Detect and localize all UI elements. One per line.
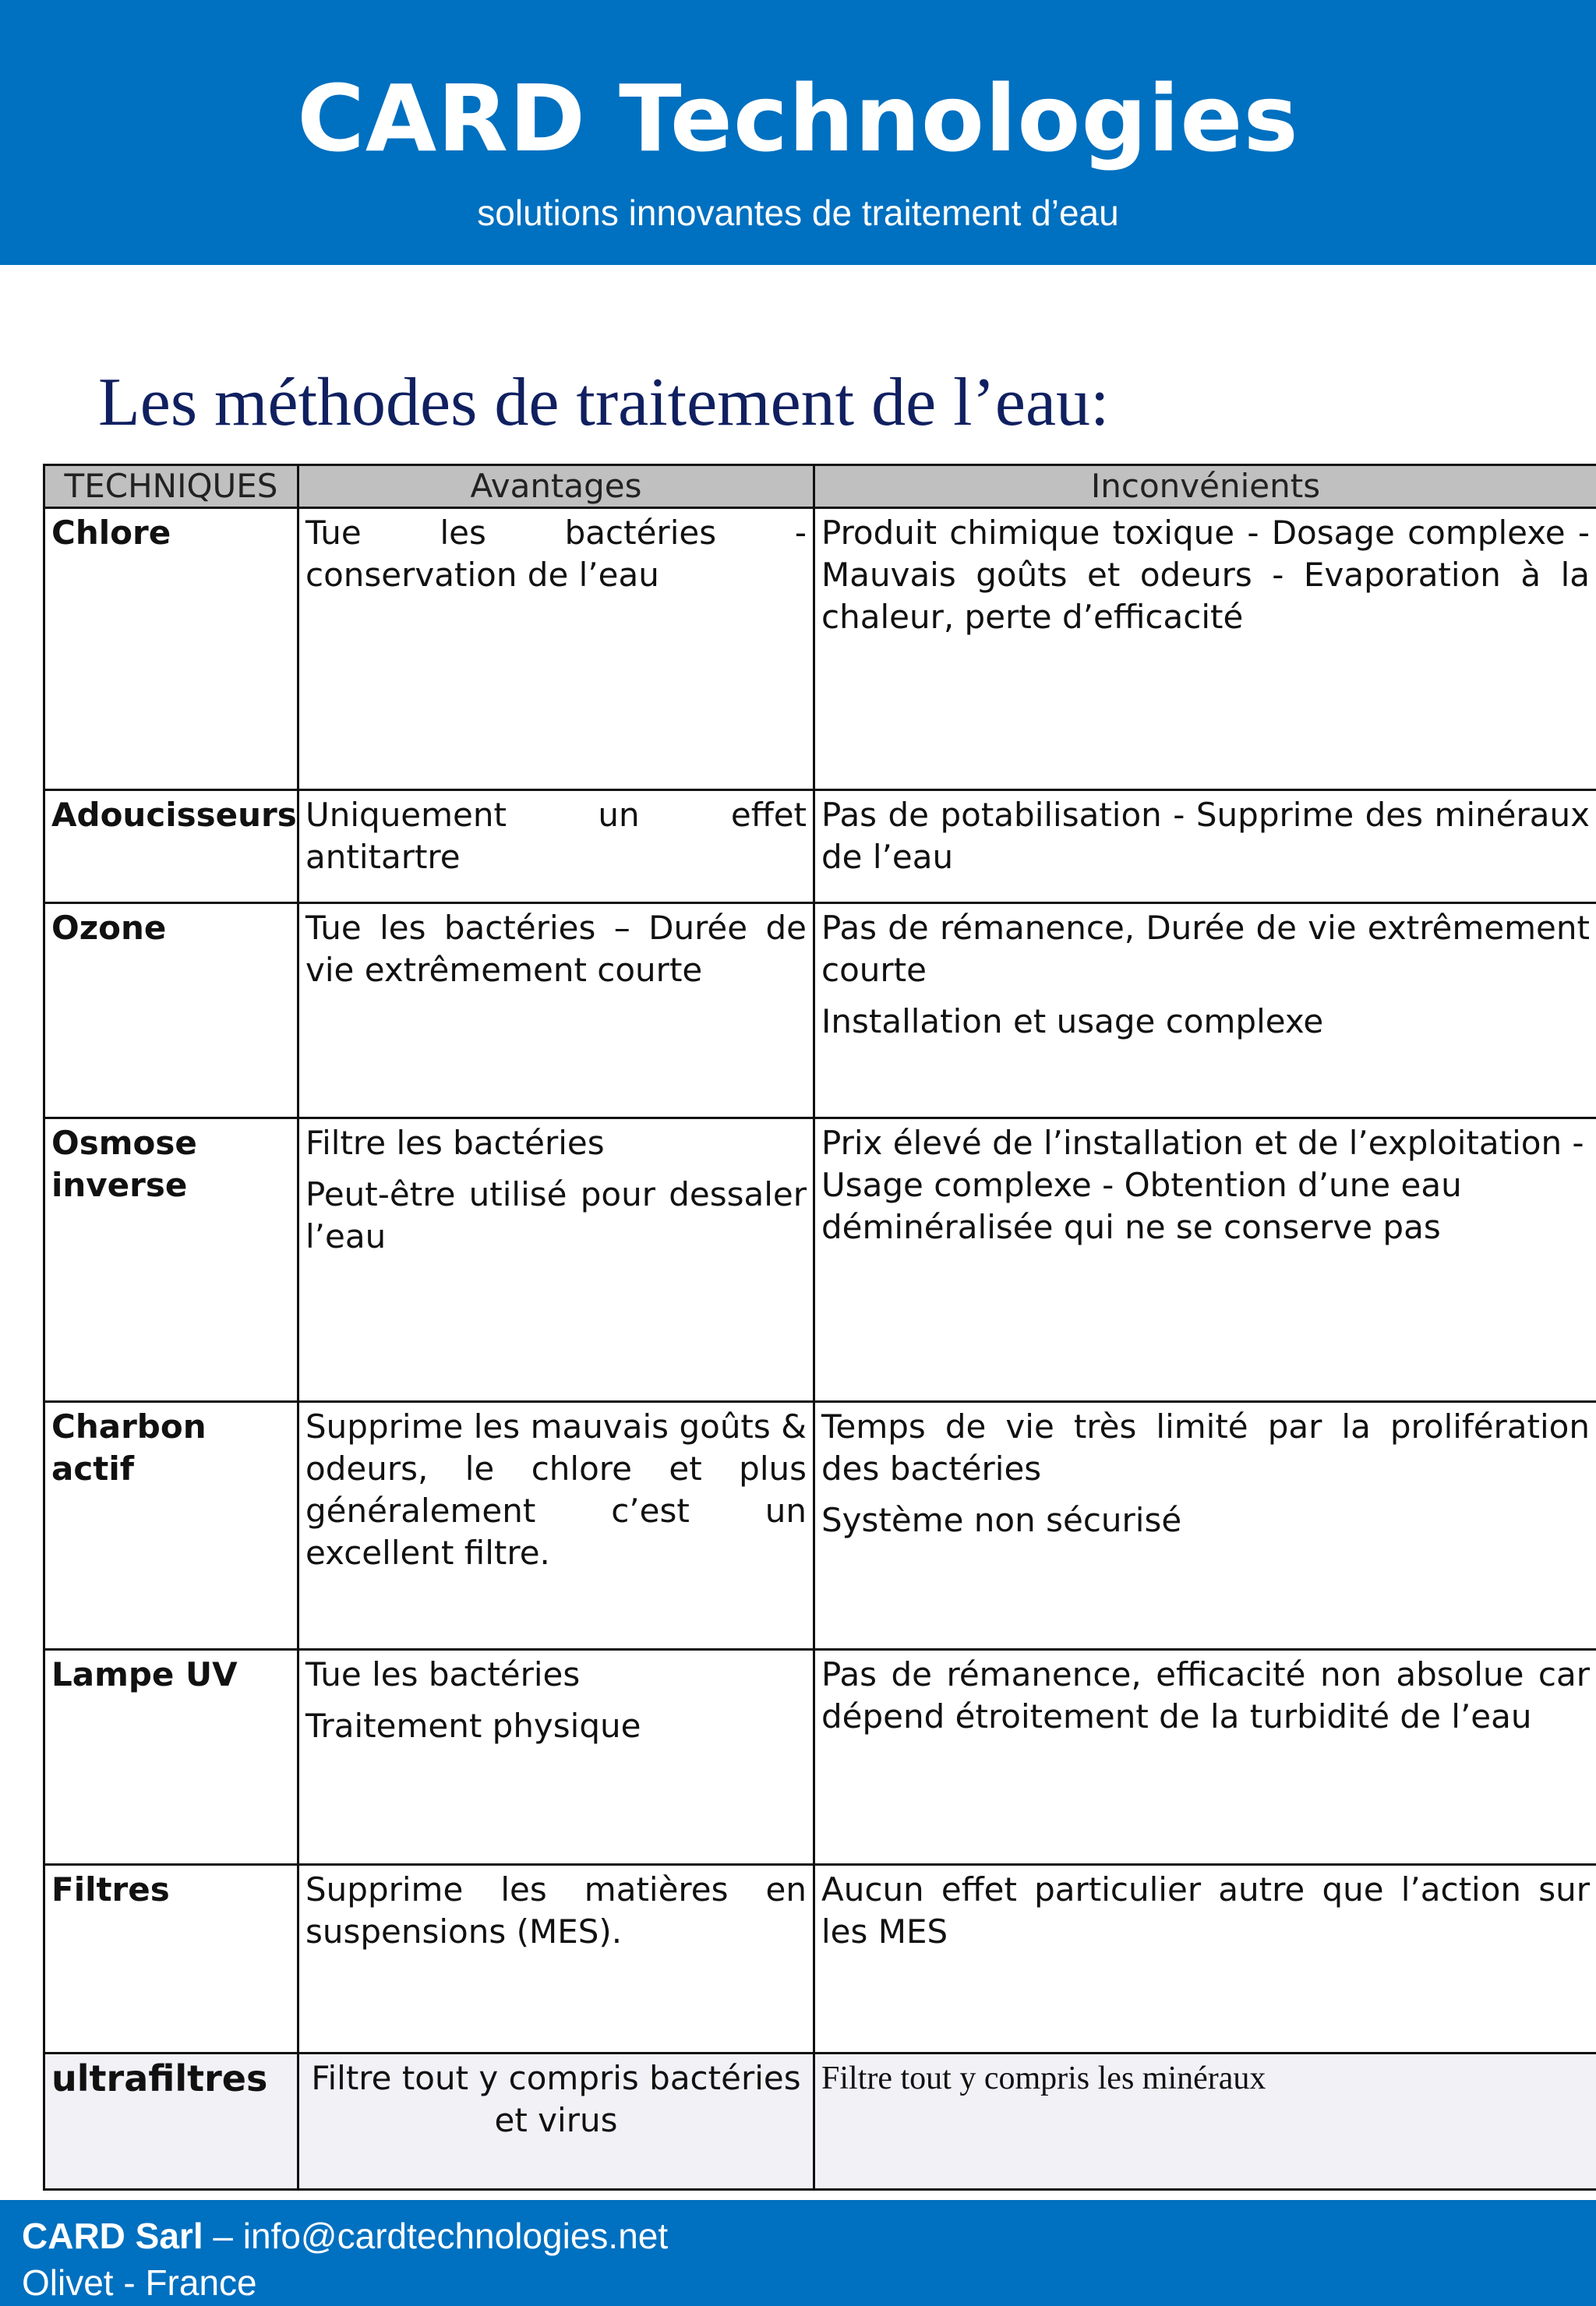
avantages-text: Traitement physique [305, 1707, 641, 1745]
technique-cell: ultrafiltres [44, 2054, 298, 2190]
avantages-cell [298, 1118, 814, 1402]
inconvenients-text: Pas de potabilisation - Supprime des minéraux de l’eau [821, 796, 1590, 876]
avantages-text: Uniquement un effet antitartre [305, 796, 807, 876]
avantages-cell [298, 508, 814, 790]
inconvenients-text: Aucun effet particulier autre que l’action sur les MES [821, 1870, 1590, 1951]
technique-cell: Charbon actif [44, 1402, 298, 1650]
technique-cell: Lampe UV [44, 1650, 298, 1865]
column-header-techniques: TECHNIQUES [44, 465, 298, 508]
inconvenients-cell [814, 790, 1596, 903]
footer-email-link[interactable]: info@cardtechnologies.net [242, 2216, 669, 2256]
avantages-text: Tue les bactéries – Durée de vie extrêmement courte [305, 909, 807, 989]
technique-cell: Chlore [44, 508, 298, 790]
inconvenients-cell [814, 508, 1596, 790]
avantages-text: Tue les bactéries [305, 1655, 581, 1693]
avantages-cell [298, 903, 814, 1118]
inconvenients-cell [814, 2054, 1596, 2190]
footer-contact [22, 2212, 668, 2259]
technique-cell: Filtres [44, 1865, 298, 2054]
brand-tagline: solutions innovantes de traitement d’eau [477, 192, 1119, 233]
table-row [44, 1118, 1596, 1402]
table-row [44, 790, 1596, 903]
table-row [44, 1865, 1596, 2054]
inconvenients-text: Filtre tout y compris les minéraux [821, 2061, 1266, 2096]
inconvenients-text: Temps de vie très limité par la prolifération des bactéries [821, 1407, 1590, 1488]
inconvenients-cell [814, 903, 1596, 1118]
table-row [44, 903, 1596, 1118]
avantages-cell [298, 1402, 814, 1650]
technique-cell: Adoucisseurs [44, 790, 298, 903]
inconvenients-text: Produit chimique toxique - Dosage complexe - Mauvais goûts et odeurs - Evaporation à la chaleur, perte d’efficacité [821, 514, 1590, 636]
methods-table [43, 464, 1596, 2191]
avantages-cell [298, 1650, 814, 1865]
inconvenients-cell [814, 1865, 1596, 2054]
inconvenients-text: Pas de rémanence, efficacité non absolue car dépend étroitement de la turbidité de l’eau [821, 1655, 1590, 1736]
inconvenients-cell [814, 1650, 1596, 1865]
avantages-cell [298, 1865, 814, 2054]
page-title: Les méthodes de traitement de l’eau: [98, 365, 1110, 440]
avantages-text: Filtre tout y compris bactéries et virus [311, 2059, 801, 2139]
avantages-text: Supprime les matières en suspensions (MES). [305, 1870, 807, 1951]
avantages-cell [298, 790, 814, 903]
inconvenients-cell [814, 1118, 1596, 1402]
avantages-text: Supprime les mauvais goûts & odeurs, le chlore et plus généralement c’est un excellent filtre. [305, 1407, 807, 1572]
footer-company: CARD Sarl [22, 2216, 203, 2256]
brand-title: CARD Technologies [297, 65, 1299, 172]
column-header-inconvenients: Inconvénients [814, 465, 1596, 508]
avantages-cell [298, 2054, 814, 2190]
footer-location: Olivet - France [22, 2262, 257, 2303]
table-row [44, 1402, 1596, 1650]
footer-banner [0, 2200, 1596, 2306]
header-banner [0, 0, 1596, 265]
technique-cell: Ozone [44, 903, 298, 1118]
avantages-text: Tue les bactéries - conservation de l’eau [305, 514, 807, 594]
avantages-text: Filtre les bactéries [305, 1124, 605, 1162]
column-header-avantages: Avantages [298, 465, 814, 508]
inconvenients-text: Installation et usage complexe [821, 1002, 1324, 1040]
table-header-row [44, 465, 1596, 508]
footer-separator: – [203, 2216, 243, 2256]
inconvenients-text: Prix élevé de l’installation et de l’exploitation - Usage complexe - Obtention d’une eau déminéralisée qui ne se conserve pas [821, 1124, 1584, 1246]
technique-cell: Osmose inverse [44, 1118, 298, 1402]
inconvenients-cell [814, 1402, 1596, 1650]
inconvenients-text: Pas de rémanence, Durée de vie extrêmement courte [821, 909, 1590, 989]
table-row [44, 508, 1596, 790]
table-row [44, 1650, 1596, 1865]
table-row [44, 2054, 1596, 2190]
inconvenients-text: Système non sécurisé [821, 1501, 1182, 1539]
avantages-text: Peut-être utilisé pour dessaler l’eau [305, 1175, 807, 1255]
